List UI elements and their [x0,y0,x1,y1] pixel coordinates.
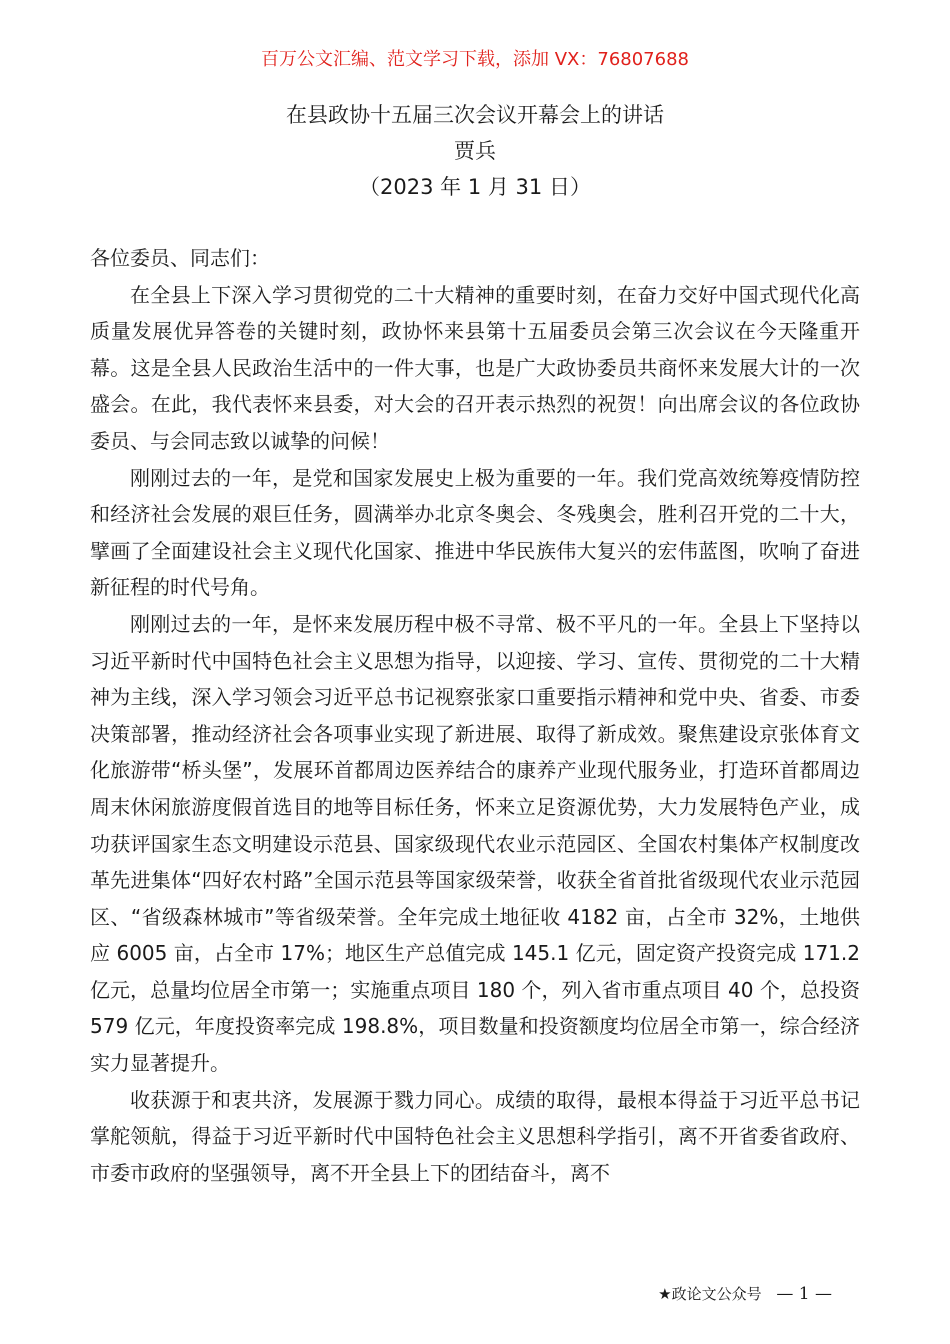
page-number: — 1 — [776,1284,832,1304]
footer-source: ★政论文公众号 [658,1285,762,1303]
salutation: 各位委员、同志们： [90,246,270,270]
paragraph-2: 刚刚过去的一年，是党和国家发展史上极为重要的一年。我们党高效统筹疫情防控和经济社会发展的艰巨任务，圆满举办北京冬奥会、冬残奥会，胜利召开党的二十大，擘画了全面建设社会主义现代化国家、推进中华民族伟大复兴的宏伟蓝图，吹响了奋进新征程的时代号角。 [90,465,860,600]
watermark-banner: 百万公文汇编、范文学习下载，添加 VX：76807688 [261,49,689,70]
document-body [90,240,860,1191]
paragraph-4: 收获源于和衷共济，发展源于戮力同心。成绩的取得，最根本得益于习近平总书记掌舵领航，得益于习近平新时代中国特色社会主义思想科学指引，离不开省委省政府、市委市政府的坚强领导，离不开全县上下的团结奋斗，离不 [90,1087,860,1185]
title-block [0,97,950,205]
document-date: （2023 年 1 月 31 日） [359,175,591,199]
document-title: 在县政协十五届三次会议开幕会上的讲话 [286,103,664,127]
document-author: 贾兵 [454,139,496,163]
page-footer [658,1282,832,1306]
paragraph-1: 在全县上下深入学习贯彻党的二十大精神的重要时刻，在奋力交好中国式现代化高质量发展优异答卷的关键时刻，政协怀来县第十五届委员会第三次会议在今天隆重开幕。这是全县人民政治生活中的一件大事，也是广大政协委员共商怀来发展大计的一次盛会。在此，我代表怀来县委，对大会的召开表示热烈的祝贺！向出席会议的各位政协委员、与会同志致以诚挚的问候！ [90,282,860,453]
paragraph-3: 刚刚过去的一年，是怀来发展历程中极不寻常、极不平凡的一年。全县上下坚持以习近平新时代中国特色社会主义思想为指导，以迎接、学习、宣传、贯彻党的二十大精神为主线，深入学习领会习近平总书记视察张家口重要指示精神和党中央、省委、市委决策部署，推动经济社会各项事业实现了新进展、取得了新成效。聚焦建设京张体育文化旅游带“桥头堡”，发展环首都周边医养结合的康养产业现代服务业，打造环首都周边周末休闲旅游度假首选目的地等目标任务，怀来立足资源优势，大力发展特色产业，成功获评国家生态文明建设示范县、国家级现代农业示范园区、全国农村集体产权制度改革先进集体“四好农村路”全国示范县等国家级荣誉，收获全省首批省级现代农业示范园区、“省级森林城市”等省级荣誉。全年完成土地征收 4182 亩，占全市 32%，土地供应 6005 亩，占全市 17%；地区生产总值完成 145.1 亿元，固定资产投资完成 171.2 亿元，总量均位居全市第一；实施重点项目 180 个，列入省市重点项目 40 个，总投资 579 亿元，年度投资率完成 198.8%，项目数量和投资额度均位居全市第一，综合经济实力显著提升。 [90,611,860,1076]
